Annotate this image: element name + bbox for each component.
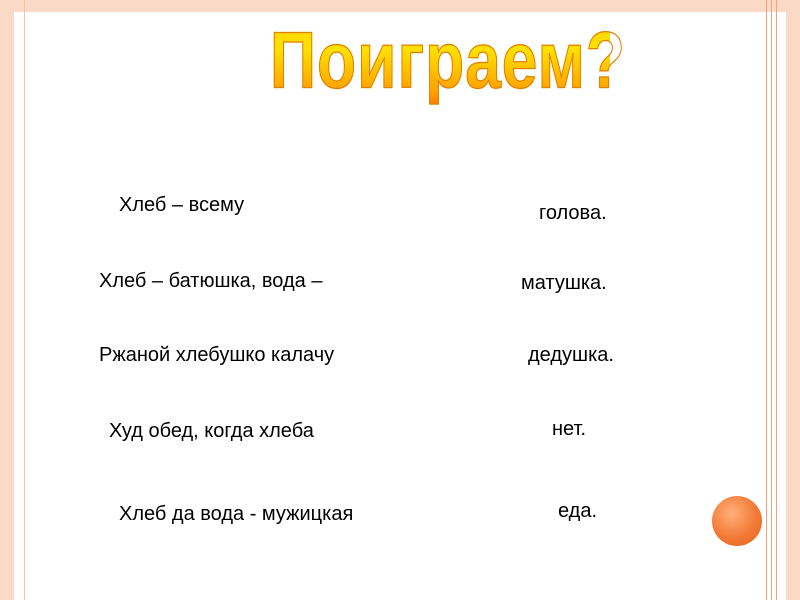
proverb-end-1: голова. — [539, 202, 607, 224]
proverb-end-5: еда. — [558, 500, 598, 522]
right-decorative-stripes — [764, 0, 790, 600]
proverb-end-4: нет. — [552, 418, 587, 440]
proverb-end-3: дедушка. — [528, 344, 614, 366]
proverb-end-2: матушка. — [521, 272, 607, 294]
left-border-line — [24, 0, 25, 600]
proverb-start-4: Худ обед, когда хлеба — [109, 420, 314, 442]
proverb-start-1: Хлеб – всему — [119, 194, 245, 216]
orange-circle-decoration — [712, 496, 762, 546]
proverb-start-2: Хлеб – батюшка, вода – — [99, 270, 323, 292]
proverb-start-5: Хлеб да вода - мужицкая — [119, 503, 354, 525]
proverb-start-3: Ржаной хлебушко калачу — [99, 344, 335, 366]
slide-title: Поиграем? — [270, 10, 610, 110]
